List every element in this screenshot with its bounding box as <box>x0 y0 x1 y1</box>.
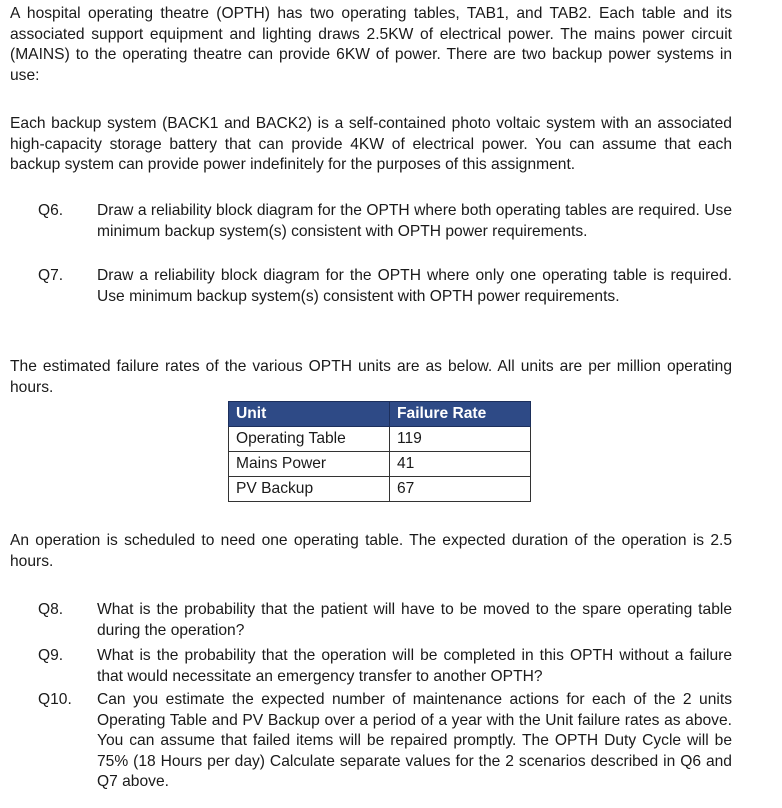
failure-rates-intro: The estimated failure rates of the various OPTH units are as below. All units are per million operating hours. <box>10 358 732 396</box>
question-text: What is the probability that the patient will have to be moved to the spare operating table during the operation? <box>97 601 732 639</box>
table-cell-rate: 67 <box>390 477 531 502</box>
question-text: Draw a reliability block diagram for the OPTH where only one operating table is required. Use minimum backup system(s) consistent with OPTH power requirements. <box>97 267 732 305</box>
table-row <box>229 452 531 477</box>
failure-rate-table <box>228 401 531 502</box>
question-text: Can you estimate the expected number of maintenance actions for each of the 2 units Operating Table and PV Backup over a period of a year with the Unit failure rates as above. You can assume that failed items will be repaired promptly. The OPTH Duty Cycle will be 75% (18 Hours per day) Calculate separate values for the 2 scenarios described in Q6 and Q7 above. <box>97 691 732 790</box>
question-text: What is the probability that the operation will be completed in this OPTH without a failure that would necessitate an emergency transfer to another OPTH? <box>97 647 732 685</box>
table-header-row <box>229 402 531 427</box>
table-cell-unit: PV Backup <box>229 477 390 502</box>
question-number: Q9. <box>38 647 64 664</box>
column-header-failure-rate: Failure Rate <box>390 402 531 427</box>
table-cell-unit: Mains Power <box>229 452 390 477</box>
question-number: Q8. <box>38 601 64 618</box>
intro-paragraph-2: Each backup system (BACK1 and BACK2) is a self-contained photo voltaic system with an associated high-capacity storage battery that can provide 4KW of electrical power. You can assume that each backup system can provide power indefinitely for the purposes of this assignment. <box>10 115 732 173</box>
table-row <box>229 477 531 502</box>
table-cell-rate: 119 <box>390 427 531 452</box>
question-text: Draw a reliability block diagram for the OPTH where both operating tables are required. Use minimum backup system(s) consistent with OPTH power requirements. <box>97 202 732 240</box>
question-number: Q6. <box>38 202 64 219</box>
column-header-unit: Unit <box>229 402 390 427</box>
question-number: Q7. <box>38 267 64 284</box>
table-cell-unit: Operating Table <box>229 427 390 452</box>
operation-paragraph: An operation is scheduled to need one operating table. The expected duration of the operation is 2.5 hours. <box>10 532 732 570</box>
question-number: Q10. <box>38 691 72 708</box>
table-row <box>229 427 531 452</box>
table-cell-rate: 41 <box>390 452 531 477</box>
intro-paragraph-1: A hospital operating theatre (OPTH) has two operating tables, TAB1, and TAB2. Each table and its associated support equipment and lighting draws 2.5KW of electrical power. The mains power circuit (MAINS) to the operating theatre can provide 6KW of power. There are two backup power systems in use: <box>10 5 732 84</box>
